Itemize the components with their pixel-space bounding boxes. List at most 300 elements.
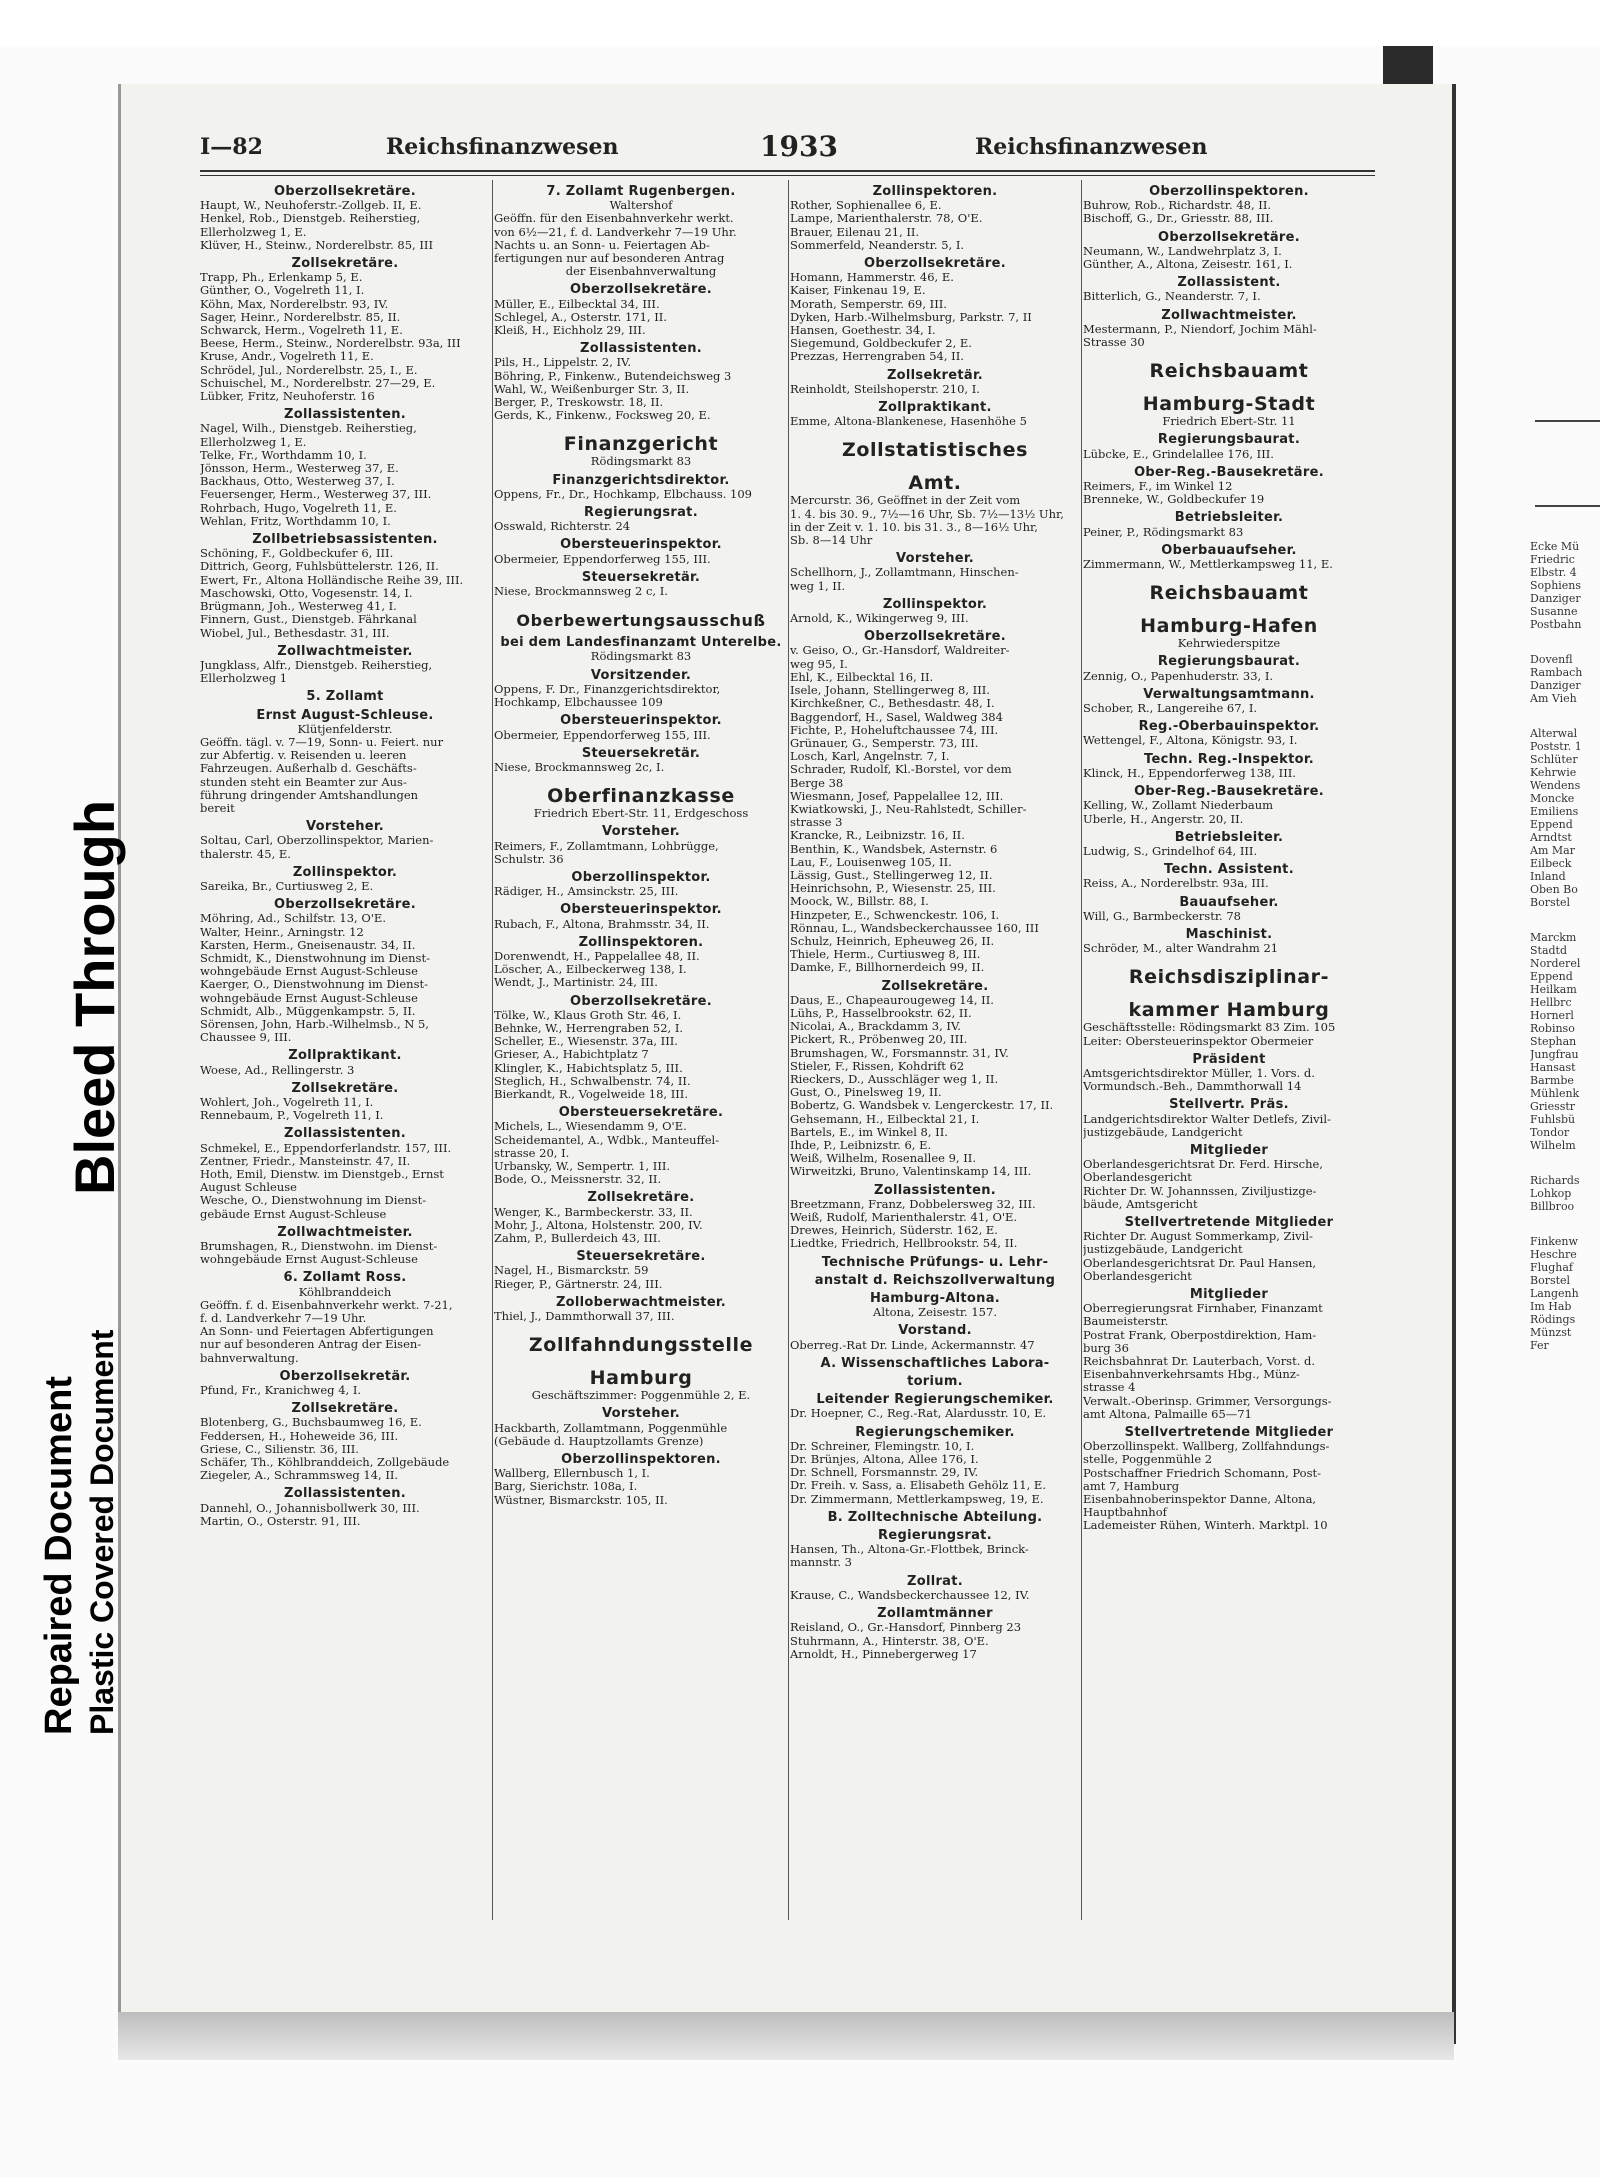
entry-line: strasse 20, I. [494,1146,570,1160]
entry-line: weg 95, I. [790,657,848,671]
bleed-fragment: Wendens [1530,779,1581,792]
entry-line: Günther, O., Vogelreth 11, I. [200,284,365,298]
year: 1933 [760,130,838,163]
page-edge [1452,84,1456,2044]
entry-line: gebäude Ernst August-Schleuse [200,1207,387,1221]
entry-line: Oberlandesgerichtsrat Dr. Paul Hansen, [1083,1256,1317,1270]
bleed-fragment: Rödings [1530,1313,1576,1326]
bleed-fragment: Poststr. 1 [1530,740,1582,753]
entry-line: strasse 4 [1083,1381,1136,1395]
section-heading: Zollassistent. [1177,276,1281,290]
entry-line: Klüver, H., Steinw., Norderelbstr. 85, III [200,238,433,252]
entry-line: Schlegel, A., Osterstr. 171, II. [494,310,667,324]
entry-line: Kelling, W., Zollamt Niederbaum [1083,799,1274,813]
column-1 [200,180,490,1960]
entry-line: Backhaus, Otto, Westerweg 37, I. [200,475,395,489]
bleed-fragment: Stadtd [1530,944,1568,957]
entry-line: Pfund, Fr., Kranichweg 4, I. [200,1384,362,1398]
entry-line: Rieger, P., Gärtnerstr. 24, III. [494,1277,663,1291]
entry-line: Dr. Brünjes, Altona, Allee 176, I. [790,1453,979,1467]
entry-line: Reiss, A., Norderelbstr. 93a, III. [1083,877,1269,891]
office-address: Klütjenfelderstr. [297,722,393,736]
entry-line: Behnke, W., Herrengraben 52, I. [494,1021,684,1035]
entry-line: Möhring, Ad., Schilfstr. 13, O'E. [200,912,386,926]
section-heading: Obersteuersekretäre. [558,1106,724,1120]
header-rule-thin [200,175,1375,176]
entry-line: Michels, L., Wiesendamm 9, O'E. [494,1120,687,1134]
entry-line: Breetzmann, Franz, Dobbelersweg 32, III. [790,1197,1036,1211]
entry-line: Homann, Hammerstr. 46, E. [790,271,954,285]
office-address: Altona, Zeisestr. 157. [873,1306,997,1320]
section-heading: Betriebsleiter. [1174,830,1284,844]
entry-line: Bode, O., Meissnerstr. 32, II. [494,1173,662,1187]
office-title: Hamburg-Stadt [1142,394,1316,416]
entry-line: Lademeister Rühen, Winterh. Marktpl. 10 [1083,1519,1328,1533]
entry-line: Daus, E., Chapeaurougeweg 14, II. [790,993,994,1007]
entry-line: Rieckers, D., Ausschläger weg 1, II. [790,1072,999,1086]
office-title: Oberbewertungsausschuß [516,611,766,631]
bleed-fragment: Friedric [1530,553,1575,566]
entry-line: Böhring, P., Finkenw., Butendeichsweg 3 [494,369,732,383]
section-heading: Obersteuerinspektor. [560,903,722,917]
section-heading: Stellvertretende Mitglieder [1124,1426,1334,1440]
bleed-fragment: Borstel [1530,896,1571,909]
repaired-document-label: Repaired Document [38,1376,80,1735]
entry-line: Hansen, Th., Altona-Gr.-Flottbek, Brinck- [790,1543,1029,1557]
entry-line: Oppens, F. Dr., Finanzgerichtsdirektor, [494,682,721,696]
entry-line: Karsten, Herm., Gneisenaustr. 34, II. [200,938,416,952]
column-3 [790,180,1080,1960]
entry-line: Ellerholzweg 1, E. [200,435,307,449]
office-address: Friedrich Ebert-Str. 11, Erdgeschoss [533,807,749,821]
entry-line: Griese, C., Silienstr. 36, III. [200,1442,359,1456]
entry-line: Sörensen, John, Harb.-Wilhelmsb., N 5, [200,1017,429,1031]
entry-line: Liedtke, Friedrich, Hellbrookstr. 54, II. [790,1237,1018,1251]
entry-line: Gehsemann, H., Eilbecktal 21, I. [790,1112,980,1126]
entry-line: Postschaffner Friedrich Schomann, Post- [1083,1466,1321,1480]
section-heading: Hamburg-Altona. [870,1292,1000,1306]
entry-line: Geöffn. f. d. Eisenbahnverkehr werkt. 7-21, [200,1298,453,1312]
bleed-fragment: Elbstr. 4 [1530,566,1577,579]
entry-line: Eisenbahnoberinspektor Danne, Altona, [1083,1493,1317,1507]
entry-line: Mestermann, P., Niendorf, Jochim Mähl- [1083,322,1317,336]
entry-line: Lau, F., Louisenweg 105, II. [790,855,952,869]
entry-line: Schulz, Heinrich, Epheuweg 26, II. [790,934,995,948]
entry-line: Schober, R., Langereihe 67, I. [1083,702,1258,716]
entry-line: wohngebäude Ernst August-Schleuse [200,991,418,1005]
section-heading: Mitglieder [1189,1287,1269,1302]
bleed-fragment: Robinso [1530,1022,1575,1035]
office-address: Friedrich Ebert-Str. 11 [1162,415,1296,429]
entry-line: Lühs, P., Hasselbrookstr. 62, II. [790,1006,972,1020]
entry-line: Wohlert, Joh., Vogelreth 11, I. [200,1096,374,1109]
section-heading: Ober-Reg.-Bausekretäre. [1134,465,1324,480]
section-heading: Zollbetriebsassistenten. [252,533,438,547]
entry-line: Klingler, K., Habichtsplatz 5, III. [494,1061,683,1075]
entry-line: nur auf besonderen Antrag der Eisen- [200,1338,422,1352]
section-heading: Zollsekretäre. [587,1191,695,1205]
entry-line: Schmidt, K., Dienstwohnung im Dienst- [200,951,430,965]
office-title: Finanzgericht [563,434,719,456]
entry-line: Obermeier, Eppendorferweg 155, III. [494,728,711,742]
bleed-fragment: Hellbrc [1530,996,1572,1009]
entry-line: Jönsson, Herm., Westerweg 37, E. [200,462,399,476]
entry-line: Losch, Karl, Angelnstr. 7, I. [790,750,950,764]
section-heading: Zollrat. [906,1574,963,1588]
section-heading: Ober-Reg.-Bausekretäre. [1134,785,1324,799]
column-divider [788,180,789,1920]
office-title: Amt. [908,473,962,495]
entry-line: Schöning, F., Goldbeckufer 6, III. [200,547,394,561]
entry-line: Benthin, K., Wandsbek, Asternstr. 6 [790,842,998,856]
entry-line: Rohrbach, Hugo, Vogelreth 11, E. [200,501,397,515]
entry-line: Obermeier, Eppendorferweg 155, III. [494,552,711,566]
entry-line: Fahrzeugen. Außerhalb d. Geschäfts- [200,762,417,776]
section-heading: Vorsteher. [895,552,975,566]
section-heading: B. Zolltechnische Abteilung. [827,1510,1043,1525]
entry-line: wohngebäude Ernst August-Schleuse [200,1253,418,1267]
entry-line: Berger, P., Treskowstr. 18, II. [494,396,664,410]
bleed-fragment: Richards [1530,1174,1580,1187]
entry-line: Beese, Herm., Steinw., Norderelbstr. 93a, III [200,337,461,351]
bleed-through-label: Bleed Through [63,799,126,1195]
entry-line: Siegemund, Goldbeckufer 2, E. [790,337,972,351]
section-heading: Zollwachtmeister. [277,644,413,658]
section-heading: Zolloberwachtmeister. [555,1295,727,1310]
bleed-fragment: Susanne [1530,605,1578,618]
section-heading: Oberzollsekretäre. [570,994,712,1008]
entry-line: Reimers, F., im Winkel 12 [1083,480,1233,494]
bleed-fragment: Münzst [1530,1326,1572,1339]
entry-line: Schrödel, Jul., Norderelbstr. 25, I., E. [200,363,418,377]
entry-line: stunden steht ein Beamter zur Aus- [200,775,407,789]
entry-line: Zimmermann, W., Mettlerkampsweg 11, E. [1083,558,1333,572]
bleed-fragment: Am Mar [1530,844,1575,857]
entry-line: Bobertz, G. Wandsbek v. Lengerckestr. 17, II. [790,1099,1054,1113]
entry-line: Geöffn. für den Eisenbahnverkehr werkt. [494,212,734,226]
bleed-fragment: Barmbe [1530,1074,1574,1087]
entry-line: Reimers, F., Zollamtmann, Lohbrügge, [494,839,719,853]
entry-line: Thiel, J., Dammthorwall 37, III. [494,1310,675,1324]
entry-line: Niese, Brockmannsweg 2 c, I. [494,585,668,599]
entry-line: Oberlandesgerichtsrat Dr. Ferd. Hirsche, [1083,1158,1323,1172]
bleed-fragment: Kehrwie [1530,766,1577,779]
section-heading: torium. [907,1375,963,1389]
entry-line: Kaerger, O., Dienstwohnung im Dienst- [200,978,428,992]
entry-line: Brumshagen, R., Dienstwohn. im Dienst- [200,1240,438,1254]
entry-line: Weiß, Rudolf, Marienthalerstr. 41, O'E. [790,1211,1018,1225]
entry-line: Chaussee 9, III. [200,1031,292,1045]
entry-line: Emme, Altona-Blankenese, Hasenhöhe 5 [790,415,1027,429]
entry-line: Baggendorf, H., Sasel, Waldweg 384 [790,710,1003,724]
entry-line: bäude, Amtsgericht [1083,1197,1198,1211]
entry-line: Sager, Heinr., Norderelbstr. 85, II. [200,310,401,324]
entry-line: Lampe, Marienthalerstr. 78, O'E. [790,212,983,226]
office-address: der Eisenbahnverwaltung [565,265,717,279]
section-heading: Vorsteher. [305,820,385,834]
bleed-fragment: Finkenw [1530,1235,1578,1248]
entry-line: 1. 4. bis 30. 9., 7½—16 Uhr, Sb. 7½—13½ Uhr, [790,507,1064,521]
bleed-fragment: Heschre [1530,1248,1577,1261]
entry-line: Kruse, Andr., Vogelreth 11, E. [200,350,374,364]
entry-line: führung dringender Amtshandlungen [200,788,419,802]
office-title: Zollstatistisches [841,440,1029,462]
section-heading: Oberzollsekretäre. [274,898,416,912]
entry-line: Fichte, P., Hoheluftchaussee 74, III. [790,723,999,737]
office-address: Geschäftszimmer: Poggenmühle 2, E. [531,1389,751,1403]
entry-line: Stieler, F., Rissen, Kohdrift 62 [790,1059,965,1073]
office-address: Köhlbranddeich [298,1285,392,1299]
entry-line: Pickert, R., Pröbenweg 20, III. [790,1033,968,1047]
entry-line: justizgebäude, Landgericht [1083,1125,1243,1139]
entry-line: Rennebaum, P., Vogelreth 11, I. [200,1109,384,1123]
entry-line: Arnold, K., Wikingerweg 9, III. [790,612,969,626]
section-heading: Zollamtmänner [877,1607,993,1621]
entry-line: Reichsbahnrat Dr. Lauterbach, Vorst. d. [1083,1355,1316,1368]
entry-line: Brenneke, W., Goldbeckufer 19 [1083,493,1265,507]
entry-line: justizgebäude, Landgericht [1083,1243,1243,1257]
entry-line: Damke, F., Billhornerdeich 99, II. [790,961,985,975]
entry-line: Lübcke, E., Grindelallee 176, III. [1083,447,1274,461]
entry-line: Oppens, Fr., Dr., Hochkamp, Elbchauss. 109 [494,487,752,501]
entry-line: Bierkandt, R., Vogelweide 18, III. [494,1087,688,1101]
bleed-fragment: Ecke Mü [1530,540,1580,553]
entry-line: Sommerfeld, Neanderstr. 5, I. [790,238,965,252]
bleed-fragment: Moncke [1530,792,1575,805]
section-heading: Zollwachtmeister. [1161,308,1297,322]
section-heading: Vorsteher. [601,1407,681,1421]
section-heading: Stellvertretende Mitglieder [1124,1215,1334,1230]
strip-rule [1535,420,1600,422]
entry-line: Kleiß, H., Eichholz 29, III. [494,324,646,338]
entry-line: bahnverwaltung. [200,1351,299,1365]
bleed-fragment: Tondor [1530,1126,1570,1139]
entry-line: amt Altona, Palmaille 65—71 [1083,1407,1252,1421]
bleed-fragment: Norderel [1530,957,1581,970]
section-heading: Zollsekretäre. [291,257,399,271]
entry-line: Löscher, A., Eilbeckerweg 138, I. [494,963,687,977]
entry-line: Prezzas, Herrengraben 54, II. [790,350,964,364]
entry-line: Drewes, Heinrich, Süderstr. 162, E. [790,1224,998,1238]
entry-line: Hackbarth, Zollamtmann, Poggenmühle [494,1421,728,1435]
header-rule [200,170,1375,172]
entry-line: Ehl, K., Eilbecktal 16, II. [790,670,934,684]
entry-line: Dr. Schnell, Forsmannstr. 29, IV. [790,1466,979,1480]
entry-line: Eisenbahnverkehrsamts Hbg., Münz- [1083,1368,1300,1382]
column-divider [1081,180,1082,1920]
section-heading: Leitender Regierungschemiker. [816,1393,1054,1407]
section-heading: Zollpraktikant. [288,1049,402,1063]
section-heading: Regierungsbaurat. [1157,433,1301,447]
entry-line: Barg, Sierichstr. 108a, I. [494,1480,638,1494]
entry-line: Blotenberg, G., Buchsbaumweg 16, E. [200,1416,422,1430]
entry-line: Oberregierungsrat Firnhaber, Finanzamt [1083,1302,1323,1316]
column-4 [1083,180,1375,1960]
page-header [200,130,1375,170]
bleed-fragment: Im Hab [1530,1300,1572,1313]
bleed-fragment: Heilkam [1530,983,1577,996]
section-heading: Oberzollsekretäre. [274,185,416,199]
section-heading: Zollwachtmeister. [277,1225,413,1240]
entry-line: Ewert, Fr., Altona Holländische Reihe 39, III. [200,573,464,587]
entry-line: Dr. Hoepner, C., Reg.-Rat, Alardusstr. 10, E. [790,1407,1047,1421]
entry-line: Wahl, W., Weißenburger Str. 3, II. [494,382,690,396]
section-heading: Oberbauaufseher. [1161,543,1297,558]
section-heading: 7. Zollamt Rugenbergen. [546,185,736,199]
entry-line: Kirchkeßner, C., Bethesdastr. 48, I. [790,697,995,711]
column-2 [494,180,788,1960]
entry-line: Ellerholzweg 1, E. [200,225,307,239]
entry-line: wohngebäude Ernst August-Schleuse [200,965,418,979]
bleed-fragment: Lohkop [1530,1187,1572,1200]
entry-line: Dannehl, O., Johannisbollwerk 30, III. [200,1501,420,1515]
entry-line: Oberlandesgericht [1083,1171,1192,1185]
bleed-fragment: Rambach [1530,666,1583,679]
entry-line: Verwalt.-Oberinsp. Grimmer, Versorgungs- [1083,1394,1332,1408]
entry-line: in der Zeit v. 1. 10. bis 31. 3., 8—16½ Uhr, [790,520,1038,534]
entry-line: bereit [200,801,235,815]
entry-line: Schäfer, Th., Köhlbranddeich, Zollgebäude [200,1456,450,1470]
entry-line: (Gebäude d. Hauptzollamts Grenze) [494,1434,704,1448]
entry-line: Weiß, Wilhelm, Rosenallee 9, II. [790,1152,976,1166]
section-heading: Oberzollinspektor. [571,870,711,885]
entry-line: An Sonn- und Feiertagen Abfertigungen [200,1325,434,1339]
entry-line: Wüstner, Bismarckstr. 105, II. [494,1493,668,1507]
strip-rule [1535,505,1600,507]
entry-line: Rädiger, H., Amsinckstr. 25, III. [494,885,679,899]
section-heading: Zollinspektor. [882,597,988,612]
entry-line: Ziegeler, A., Schrammsweg 14, II. [200,1469,399,1483]
section-heading: 6. Zollamt Ross. [283,1271,407,1285]
bleed-fragment: Marckm [1530,931,1577,944]
entry-line: Urbansky, W., Sempertr. 1, III. [494,1159,671,1173]
bleed-fragment: Borstel [1530,1274,1571,1287]
entry-line: Hansen, Goethestr. 34, I. [790,324,936,338]
bleed-fragment: Danziger [1530,679,1581,692]
entry-line: Sb. 8—14 Uhr [790,534,873,548]
entry-line: Feddersen, H., Hoheweide 36, III. [200,1429,399,1443]
entry-line: Oberzollinspekt. Wallberg, Zollfahndungs- [1083,1440,1330,1454]
entry-line: Lässig, Gust., Stellingerweg 12, II. [790,868,993,882]
entry-line: zur Abfertig. v. Reisenden u. leeren [200,749,407,763]
entry-line: Scheller, E., Wiesenstr. 37a, III. [494,1035,678,1049]
bleed-fragment: Fuhlsbü [1530,1113,1576,1126]
entry-line: Isele, Johann, Stellingerweg 8, III. [790,684,990,698]
entry-line: Dorenwendt, H., Pappelallee 48, II. [494,949,700,963]
section-heading: Zollinspektoren. [872,185,998,199]
entry-line: Richter Dr. W. Johannssen, Ziviljustizge- [1083,1184,1317,1198]
section-heading: Zollpraktikant. [878,401,992,415]
entry-line: Oberlandesgericht [1083,1269,1192,1283]
bleed-fragment: Emiliens [1530,805,1579,818]
section-heading: Zollassistenten. [283,1487,407,1501]
bleed-through-strip [1530,540,1600,1940]
entry-line: burg 36 [1083,1341,1129,1355]
entry-line: Mohr, J., Altona, Holstenstr. 200, IV. [494,1218,703,1232]
bleed-fragment: Postbahn [1530,618,1582,631]
entry-line: Brügmann, Joh., Westerweg 41, I. [200,600,397,614]
section-heading: Techn. Reg.-Inspektor. [1144,752,1314,766]
entry-line: weg 1, II. [790,579,846,593]
section-heading: Oberzollsekretär. [279,1369,411,1384]
section-heading: Vorsteher. [601,825,681,839]
entry-line: Zennig, O., Papenhuderstr. 33, I. [1083,669,1274,683]
bleed-fragment: Mühlenk [1530,1087,1580,1100]
section-heading: bei dem Landesfinanzamt Unterelbe. [500,636,782,650]
section-heading: A. Wissenschaftliches Labora- [820,1356,1050,1371]
page-number: I—82 [200,134,263,160]
entry-line: Rönnau, L., Wandsbeckerchaussee 160, III [790,921,1039,935]
entry-line: Maschowski, Otto, Vogesenstr. 14, I. [200,586,413,600]
entry-line: Stuhrmann, A., Hinterstr. 38, O'E. [790,1634,989,1648]
office-address: Rödingsmarkt 83 [590,650,692,664]
bleed-fragment: Eppend [1530,970,1573,983]
entry-line: Dittrich, Georg, Fuhlsbüttelerstr. 126, II. [200,560,439,574]
entry-line: Klinck, H., Eppendorferweg 138, III. [1083,766,1296,780]
bleed-fragment: Schlüter [1530,753,1578,766]
entry-line: Müller, E., Eilbecktal 34, III. [494,297,660,311]
entry-line: Schulstr. 36 [494,852,564,866]
office-title: Reichsbauamt [1149,361,1309,383]
office-title: kammer Hamburg [1128,1000,1330,1022]
entry-line: Dr. Freih. v. Sass, a. Elisabeth Gehölz 11, E. [790,1479,1046,1493]
section-heading: Obersteuerinspektor. [560,714,722,728]
plastic-covered-label: Plastic Covered Document [84,1329,120,1735]
bleed-fragment: Hornerl [1530,1009,1574,1022]
entry-line: Thiele, Herm., Curtiusweg 8, III. [790,948,981,962]
entry-line: f. d. Landverkehr 7—19 Uhr. [200,1312,367,1326]
entry-line: Feuersenger, Herm., Westerweg 37, III. [200,488,432,502]
section-heading: Mitglieder [1189,1143,1269,1158]
section-heading: Oberzollsekretäre. [570,283,712,297]
section-heading: Zollsekretäre. [881,979,989,993]
entry-line: Sareika, Br., Curtiusweg 2, E. [200,879,374,893]
entry-line: Krause, C., Wandsbeckerchaussee 12, IV. [790,1588,1030,1602]
entry-line: Nicolai, A., Brackdamm 3, IV. [790,1020,961,1034]
entry-line: Bitterlich, G., Neanderstr. 7, I. [1083,290,1261,304]
section-heading: Technische Prüfungs- u. Lehr- [821,1255,1049,1269]
section-heading: Zollassistenten. [283,408,407,422]
entry-line: Trapp, Ph., Erlenkamp 5, E. [200,271,363,285]
entry-line: Ihde, P., Leibnizstr. 6, E. [790,1139,932,1152]
section-heading: Steuersekretäre. [576,1250,706,1264]
entry-line: August Schleuse [200,1181,297,1195]
entry-line: Martin, O., Osterstr. 91, III. [200,1514,361,1528]
column-divider [492,180,493,1920]
entry-line: Zentner, Friedr., Mansteinstr. 47, II. [200,1154,411,1168]
entry-line: Osswald, Richterstr. 24 [494,520,631,534]
office-address: Kehrwiederspitze [1177,637,1281,651]
entry-line: Pils, H., Lippelstr. 2, IV. [494,356,632,370]
entry-line: Schuischel, M., Norderelbstr. 27—29, E. [200,376,436,390]
section-heading: Zollassistenten. [283,1127,407,1141]
entry-line: Buhrow, Rob., Richardstr. 48, II. [1083,199,1272,213]
page-bottom-shadow [118,2012,1454,2060]
entry-line: Wenger, K., Barmbeckerstr. 33, II. [494,1205,693,1219]
entry-line: Gerds, K., Finkenw., Focksweg 20, E. [494,409,711,423]
bleed-fragment: Eppend [1530,818,1573,831]
section-heading: Vorsitzender. [590,668,692,682]
entry-line: Telke, Fr., Worthdamm 10, I. [200,448,367,462]
section-heading: Zollinspektor. [292,865,398,879]
entry-line: Lübker, Fritz, Neuhoferstr. 16 [200,390,375,404]
entry-line: Berge 38 [790,776,844,790]
entry-line: Hoth, Emil, Dienstw. im Dienstgeb., Ernst [200,1168,444,1182]
bleed-fragment: Am Vieh [1530,692,1577,705]
bleed-fragment: Oben Bo [1530,883,1578,896]
entry-line: strasse 3 [790,816,843,830]
bleed-fragment: Griesstr [1530,1100,1576,1113]
